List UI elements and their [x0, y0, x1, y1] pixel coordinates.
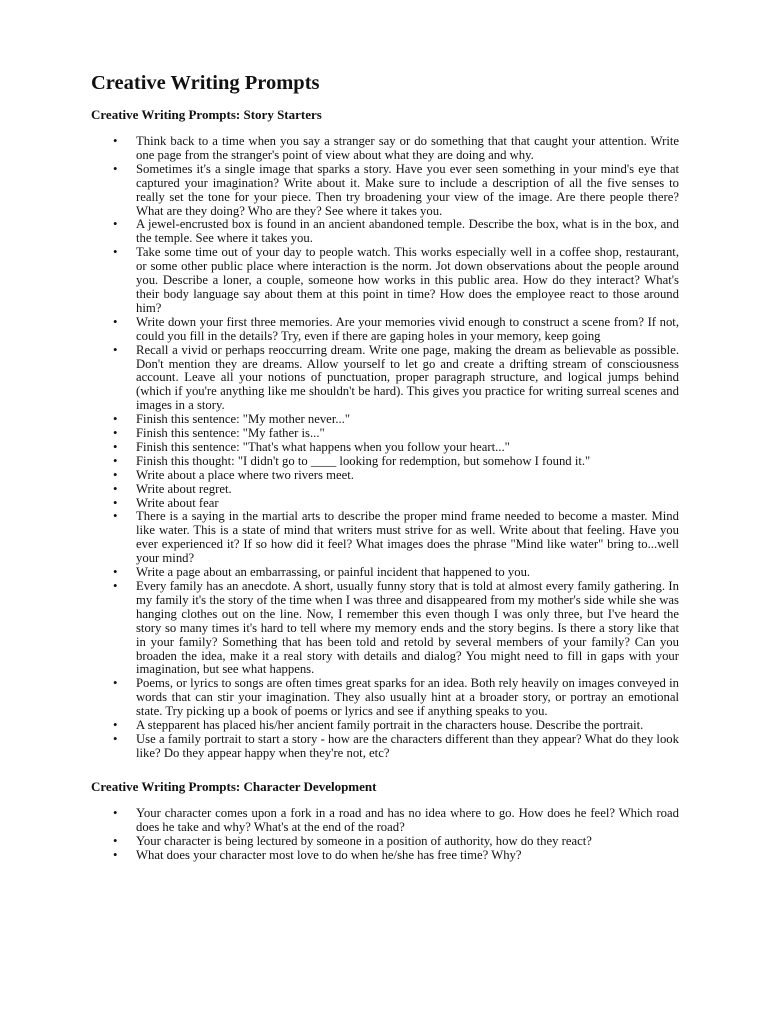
list-item: • Write about fear	[91, 497, 679, 511]
list-item: • Recall a vivid or perhaps reoccurring dream. Write one page, making the dream as believable as possible. Don't mention they are dreams. Allow yourself to let go and create a drifting stream of consciousness account. Leave all your notions of punctuation, proper paragraph structure, and logical jumps behind (which if you're anything like me shouldn't be hard). This gives you practice for writing surreal scenes and images in a story.	[91, 344, 679, 414]
section-heading-story-starters: Creative Writing Prompts: Story Starters	[91, 107, 322, 122]
list-item: • Your character comes upon a fork in a road and has no idea where to go. How does he feel? Which road does he take and why? What's at the end of the road?	[91, 807, 679, 835]
list-item: • Finish this sentence: "My father is..."	[91, 427, 679, 441]
list-item: • A stepparent has placed his/her ancient family portrait in the characters house. Describe the portrait.	[91, 719, 679, 733]
list-item: • Every family has an anecdote. A short, usually funny story that is told at almost every family gathering. In my family it's the story of the time when I was three and disappeared from my mother's side while she was hanging clothes out on the line. Now, I remember this even though I was only three, but I've heard the story so many times it's hard to tell where my memory ends and the story begins. Is there a story like that in your family? Something that has been told and retold by several members of your family? Can you broaden the idea, make it a real story with details and dialog? You might need to fill in gaps with your imagination, but see what happens.	[91, 580, 679, 677]
list-item: • Your character is being lectured by someone in a position of authority, how do they react?	[91, 835, 679, 849]
list-item: • Finish this sentence: "My mother never..."	[91, 413, 679, 427]
list-item: • Finish this thought: "I didn't go to ____ looking for redemption, but somehow I found it."	[91, 455, 679, 469]
list-item: • Finish this sentence: "That's what happens when you follow your heart..."	[91, 441, 679, 455]
list-item: • Take some time out of your day to people watch. This works especially well in a coffee shop, restaurant, or some other public place where interaction is the norm. Jot down observations about the people around you. Describe a loner, a couple, someone how works in this public area. How do they interact? What's their body language say about them at this point in time? How does the employee react to those around him?	[91, 246, 679, 316]
list-item: • Write down your first three memories. Are your memories vivid enough to construct a scene from? If not, could you fill in the details? Try, even if there are gaping holes in your memory, keep going	[91, 316, 679, 344]
list-item: • Write a page about an embarrassing, or painful incident that happened to you.	[91, 566, 679, 580]
list-item: • Think back to a time when you say a stranger say or do something that that caught your attention. Write one page from the stranger's point of view about what they are doing and why.	[91, 135, 679, 163]
list-item: • There is a saying in the martial arts to describe the proper mind frame needed to become a master. Mind like water. This is a state of mind that writers must strive for as well. Write about that feeling. Have you ever experienced it? If so how did it feel? What images does the phrase "Mind like water" bring to...well your mind?	[91, 510, 679, 566]
page-title: Creative Writing Prompts	[91, 72, 320, 94]
section-heading-character-development: Creative Writing Prompts: Character Development	[91, 778, 377, 794]
list-item: • Poems, or lyrics to songs are often times great sparks for an idea. Both rely heavily on images conveyed in words that can stir your imagination. They also usually hint at a broader story, or portray an emotional state. Try picking up a book of poems or lyrics and see if anything speaks to you.	[91, 677, 679, 719]
list-item: • Use a family portrait to start a story - how are the characters different than they appear? What do they look like? Do they appear happy when they're not, etc?	[91, 733, 679, 761]
list-item: • Write about regret.	[91, 483, 679, 497]
list-item: • Sometimes it's a single image that sparks a story. Have you ever seen something in your mind's eye that captured your imagination? Write about it. Make sure to include a description of all the five senses to really set the tone for your piece. Then try broadening your view of the image. Are there people there? What are they doing? Who are they? See where it takes you.	[91, 163, 679, 219]
document-page	[91, 70, 679, 862]
list-item: • A jewel-encrusted box is found in an ancient abandoned temple. Describe the box, what is in the box, and the temple. See where it takes you.	[91, 218, 679, 246]
list-item: • Write about a place where two rivers meet.	[91, 469, 679, 483]
character-development-list	[91, 807, 679, 863]
story-starters-list	[91, 135, 679, 761]
list-item: • What does your character most love to do when he/she has free time? Why?	[91, 849, 679, 863]
